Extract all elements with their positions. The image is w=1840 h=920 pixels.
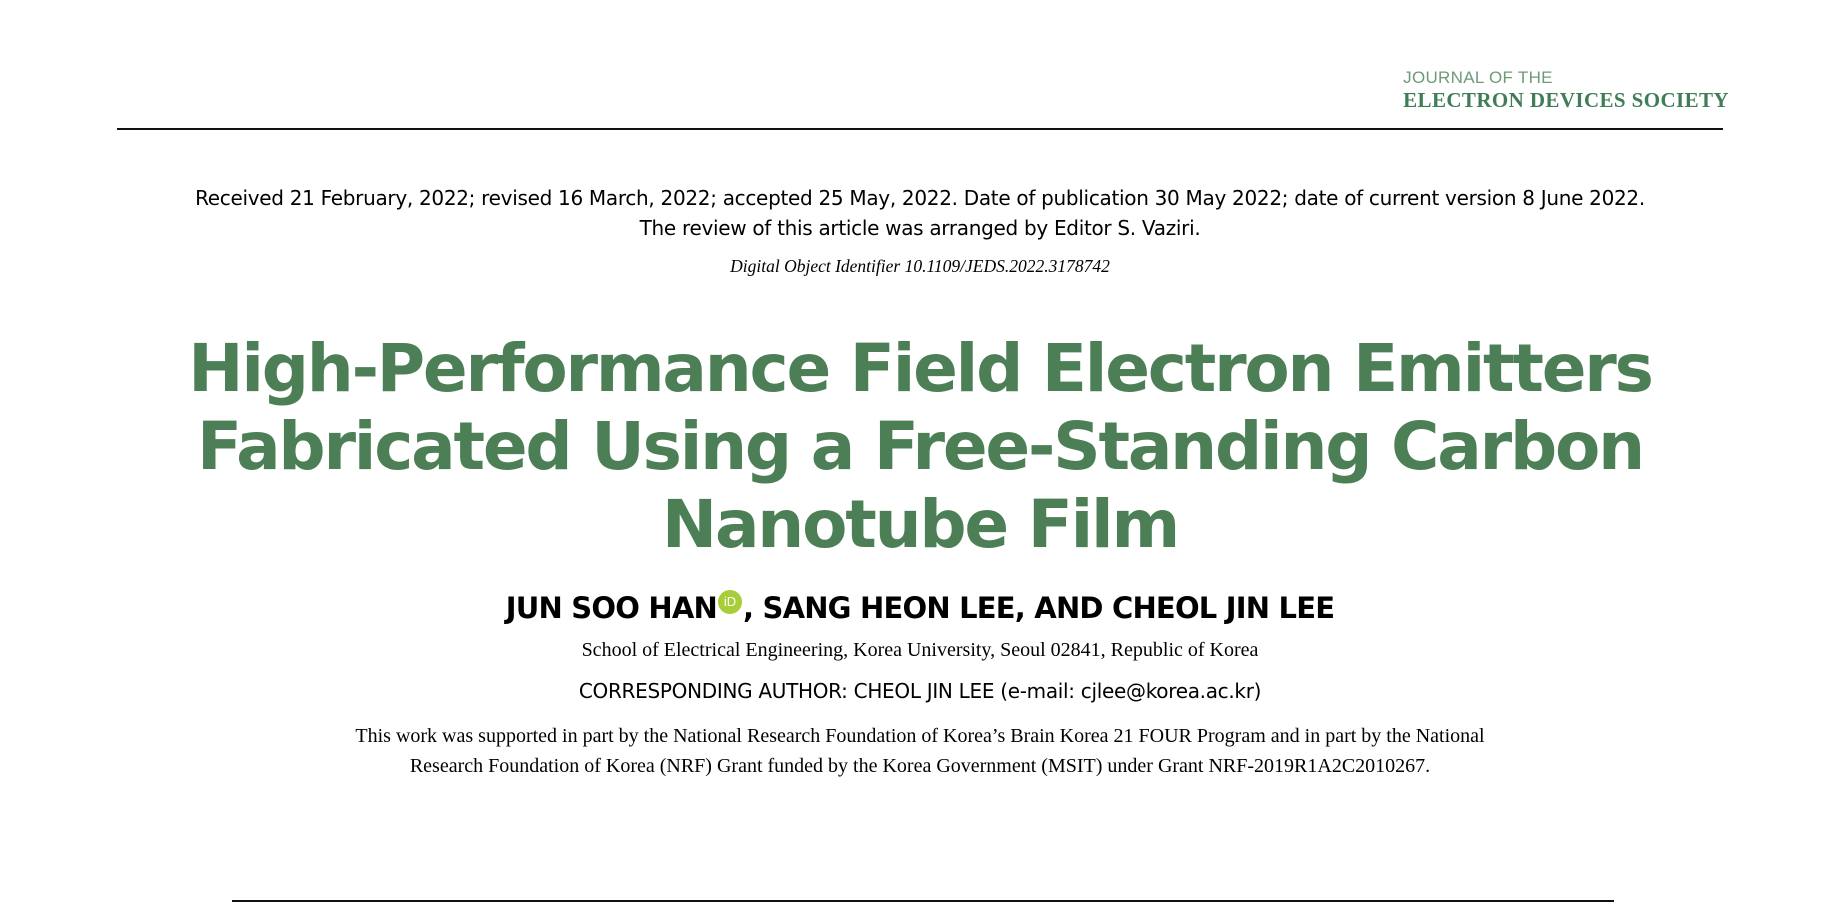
corresponding-author: CORRESPONDING AUTHOR: CHEOL JIN LEE (e-mail: cjlee@korea.ac.kr) [578,679,1262,703]
title-line-3: Nanotube Film [661,486,1179,563]
journal-logo [1403,68,1729,112]
title-line-2: Fabricated Using a Free-Standing Carbon [197,408,1643,485]
doi-line: Digital Object Identifier 10.1109/JEDS.2022.3178742 [730,256,1110,276]
history-dates: Received 21 February, 2022; revised 16 March, 2022; accepted 25 May, 2022. Date of publication 30 May 2022; date of current version 8 June 2022. [195,186,1645,210]
journal-name-line2: ELECTRON DEVICES SOCIETY [1403,88,1729,112]
funding-line-1: This work was supported in part by the National Research Foundation of Korea’s Brain Korea 21 FOUR Program and in part by the National [355,725,1485,747]
author-rest: , SANG HEON LEE, AND CHEOL JIN LEE [742,591,1335,625]
funding-statement [0,721,1840,781]
article-title [0,330,1840,564]
header-divider [117,128,1723,130]
title-line-1: High-Performance Field Electron Emitters [188,330,1652,407]
journal-name-line1: JOURNAL OF THE [1403,68,1553,87]
funding-line-2: Research Foundation of Korea (NRF) Grant funded by the Korea Government (MSIT) under Grant NRF-2019R1A2C2010267. [409,755,1431,777]
article-history [0,183,1840,243]
author-first: JUN SOO HAN [505,591,717,625]
author-list [0,590,1840,626]
history-editor: The review of this article was arranged by Editor S. Vaziri. [639,216,1201,240]
footer-divider [232,900,1614,902]
orcid-icon[interactable]: iD [718,590,742,614]
affiliation: School of Electrical Engineering, Korea University, Seoul 02841, Republic of Korea [581,639,1259,661]
